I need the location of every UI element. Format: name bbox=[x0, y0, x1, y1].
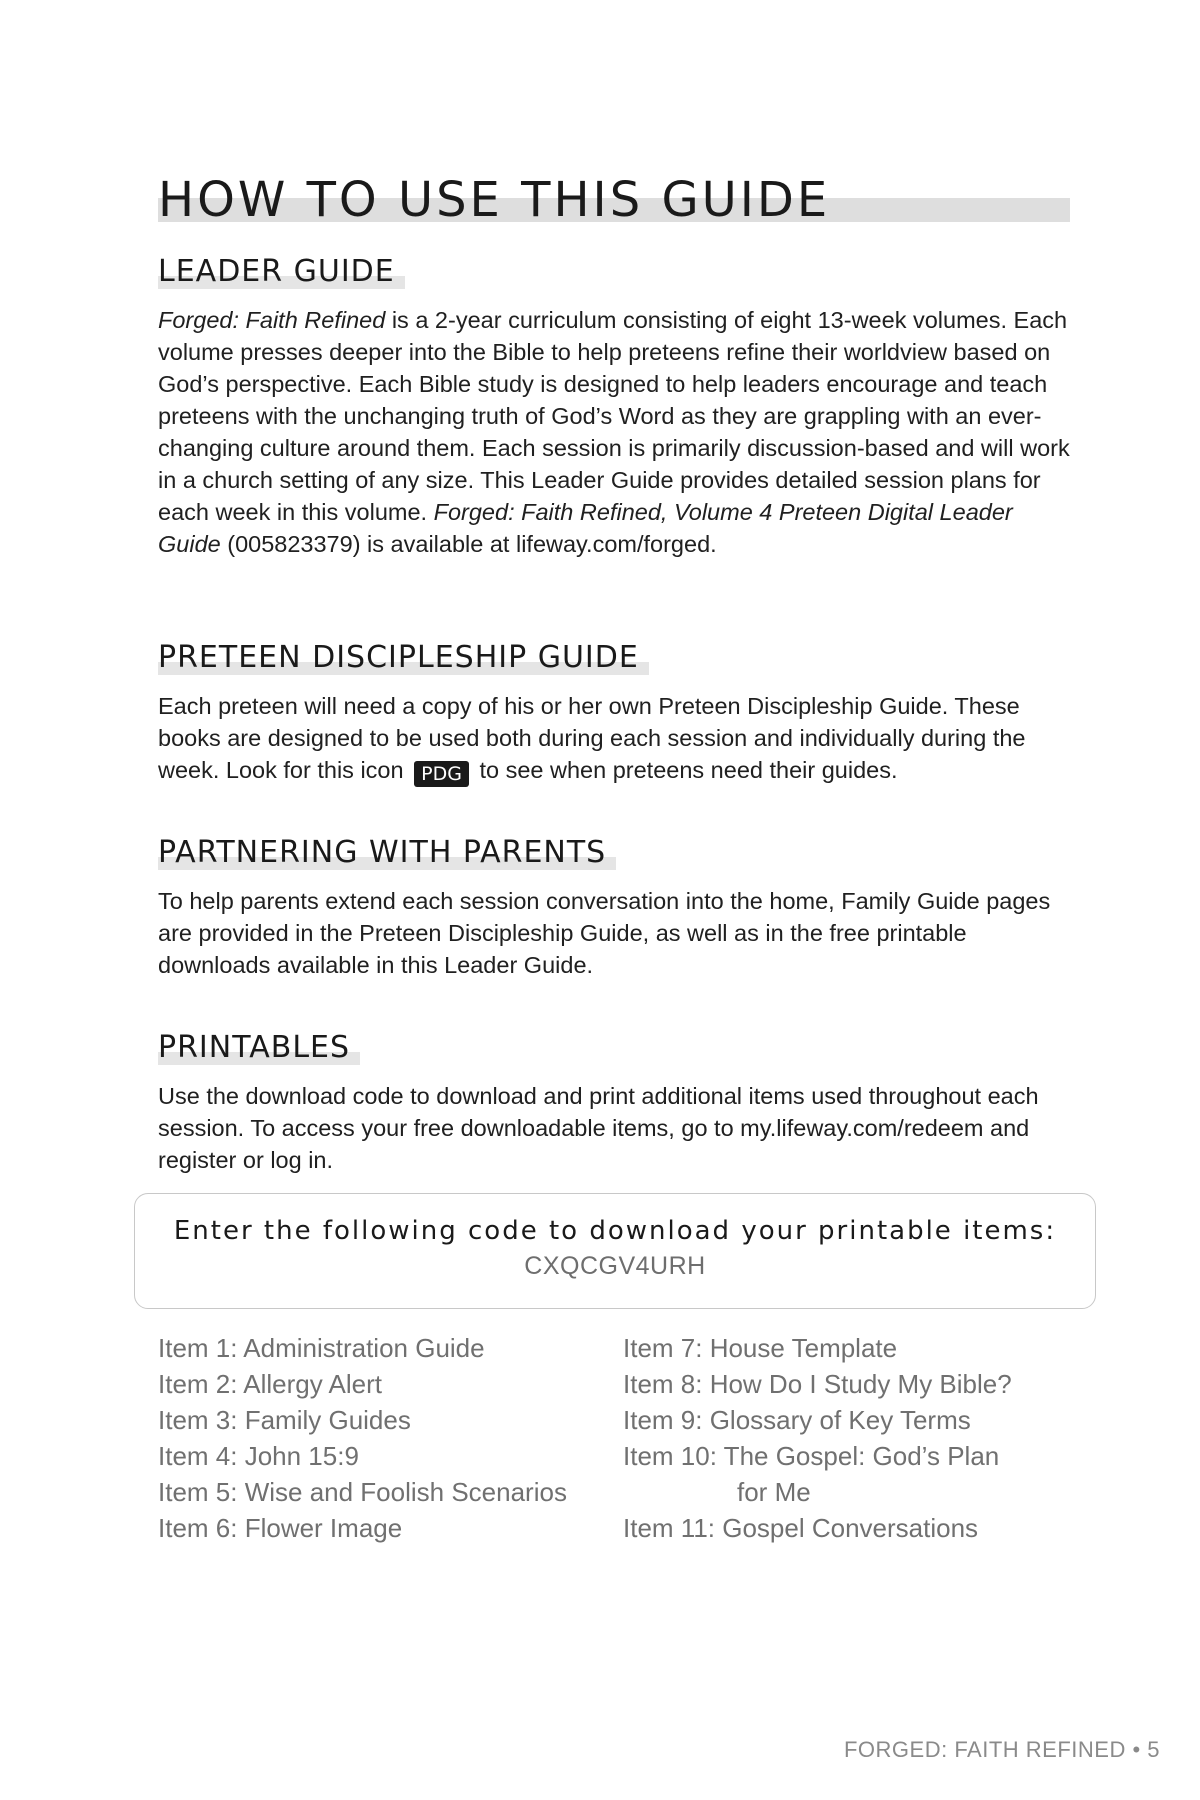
section-printables bbox=[158, 1030, 1078, 1176]
printable-items-right bbox=[623, 1330, 1093, 1546]
list-item: Item 5: Wise and Foolish Scenarios bbox=[158, 1477, 567, 1507]
list-item: Item 7: House Template bbox=[623, 1333, 898, 1363]
download-code: CXQCGV4URH bbox=[524, 1252, 706, 1280]
leader-guide-heading: LEADER GUIDE bbox=[158, 254, 405, 290]
curriculum-title: Forged: Faith Refined bbox=[158, 307, 386, 333]
section-partnering-parents bbox=[158, 835, 1078, 981]
list-item: Item 3: Family Guides bbox=[158, 1405, 411, 1435]
section-discipleship-guide bbox=[158, 640, 1078, 787]
list-item: Item 4: John 15:9 bbox=[158, 1441, 359, 1471]
pdg-icon: PDG bbox=[414, 761, 469, 787]
list-item: Item 10: The Gospel: God’s Plan bbox=[623, 1441, 1000, 1471]
list-item: Item 11: Gospel Conversations bbox=[623, 1513, 979, 1543]
page-footer: FORGED: FAITH REFINED • 5 bbox=[843, 1737, 1160, 1762]
page-title: HOW TO USE THIS GUIDE bbox=[158, 172, 831, 228]
leader-guide-text: Forged: Faith Refined is a 2-year curriculum consisting of eight 13-week volumes. Each volume presses deeper into the Bible to help preteens refine their worldview based on God’s perspective. Each Bible study is designed to help leaders encourage and teach preteens with the unchanging truth of God’s Word as they are grappling with an ever-changing culture around them. Each session is primarily discussion-based and will work in a church setting of any size. This Leader Guide provides detailed session plans for each week in this volume. Forged: Faith Refined, Volume 4 Preteen Digital Leader Guide (005823379) is available at lifeway.com/forged. bbox=[158, 307, 1070, 557]
code-label: Enter the following code to download your printable items: bbox=[173, 1216, 1057, 1246]
download-code-box bbox=[134, 1193, 1096, 1309]
main-title-block bbox=[158, 158, 1070, 228]
printables-text: Use the download code to download and print additional items used throughout each session. To access your free downloadable items, go to my.lifeway.com/redeem and register or log in. bbox=[158, 1083, 1039, 1173]
printable-items-left bbox=[158, 1330, 608, 1546]
list-item-continuation: for Me bbox=[737, 1477, 811, 1507]
list-item: Item 8: How Do I Study My Bible? bbox=[623, 1369, 1012, 1399]
product-title: Forged: Faith Refined, Volume 4 Preteen Digital Leader Guide bbox=[158, 499, 1013, 557]
printables-heading: PRINTABLES bbox=[158, 1030, 360, 1066]
discipleship-guide-text: Each preteen will need a copy of his or her own Preteen Discipleship Guide. These books are designed to be used both during each session and individually during the week. Look for this icon PDG to see when preteens need their guides. bbox=[158, 693, 1026, 785]
discipleship-guide-heading: PRETEEN DISCIPLESHIP GUIDE bbox=[158, 640, 649, 676]
list-item: Item 6: Flower Image bbox=[158, 1513, 403, 1543]
list-item: Item 2: Allergy Alert bbox=[158, 1369, 382, 1399]
partnering-parents-text: To help parents extend each session conversation into the home, Family Guide pages are provided in the Preteen Discipleship Guide, as well as in the free printable downloads available in this Leader Guide. bbox=[158, 888, 1051, 978]
list-item: Item 1: Administration Guide bbox=[158, 1333, 485, 1363]
section-leader-guide bbox=[158, 254, 1078, 560]
list-item: Item 9: Glossary of Key Terms bbox=[623, 1405, 971, 1435]
partnering-parents-heading: PARTNERING WITH PARENTS bbox=[158, 835, 616, 871]
